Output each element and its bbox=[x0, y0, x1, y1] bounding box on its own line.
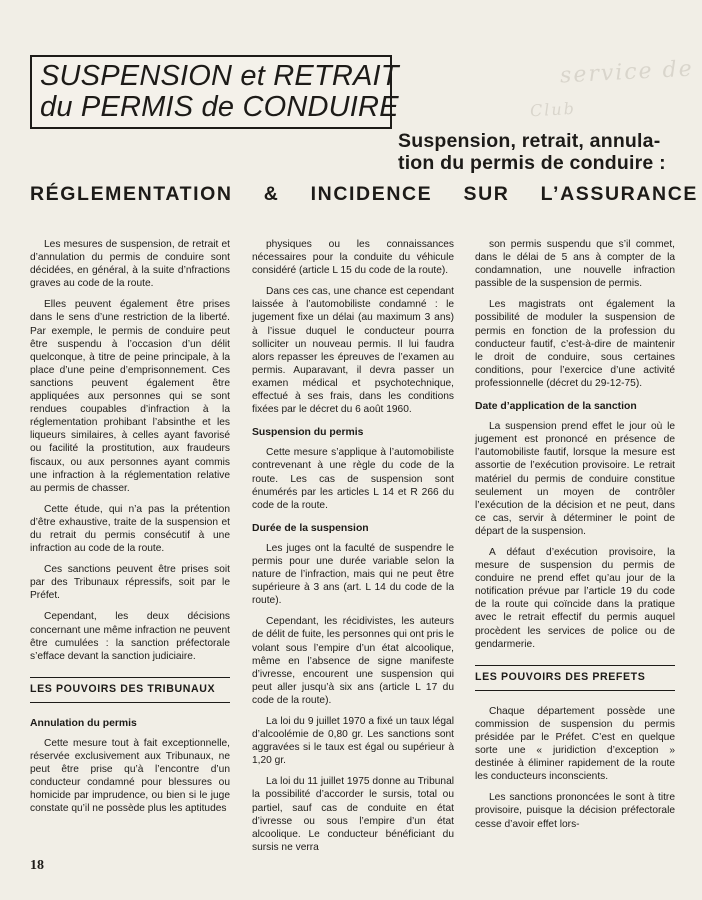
article-title-box bbox=[30, 55, 399, 129]
paragraph: Ces sanctions peuvent être prises soit par des Tribunaux répressifs, soit par le Préfet. bbox=[30, 564, 230, 602]
paragraph: La loi du 11 juillet 1975 donne au Tribunal la possibilité d’accorder le sursis, total ou partiel, sauf cas de conduite en état d’ivresse ou sous l’empire d’un état alcoolique. Le conducteur bénéficiant du sursis ne verra bbox=[252, 776, 454, 853]
headline-word-3: SUR bbox=[463, 183, 510, 205]
article-headline bbox=[30, 183, 698, 206]
subheading-date-application: Date d’application de la sanction bbox=[475, 401, 637, 413]
paragraph: La suspension prend effet le jour où le jugement est prononcé en présence de l’automobiliste fautif, lorsque la mesure est assortie de l’exécution provisoire. Le retrait matériel du permis de conduire constitue seulement un moyen de contrôler l’exécution de la décision et ne peut, dans ce cas, servir à déterminer le point de départ de la suspension. bbox=[475, 421, 675, 537]
subtitle-line1: Suspension, retrait, annula- bbox=[398, 130, 661, 152]
text-column-3 bbox=[475, 238, 675, 839]
paragraph: Les magistrats ont également la possibilité de moduler la suspension de permis en fonction de la profession du conducteur fautif, c’est-à-dire de maintenir le droit de conduire, sous certaines conditions, pour l’exercice d’une activité professionnelle (décret du 29-12-75). bbox=[475, 299, 675, 389]
subheading-duree: Durée de la suspension bbox=[252, 522, 369, 534]
headline-ampersand: & bbox=[263, 183, 280, 205]
article-subtitle bbox=[398, 130, 698, 174]
paragraph: Chaque département possède une commission de suspension du permis présidée par le Préfet. C’est en quelque sorte une « juridiction d’exception » destinée à éliminer rapidement de la route les conducteurs inconscients. bbox=[475, 705, 675, 783]
paragraph: Cette mesure tout à fait exceptionnelle, réservée exclusivement aux Tribunaux, ne peut être prise qu’à l’encontre d’un conducteur condamné pour blessures ou homicide par imprudence, ou bien si le juge constate qu’il ne possède plus les aptitudes bbox=[30, 738, 230, 815]
text-column-1 bbox=[30, 238, 230, 824]
paragraph: A défaut d’exécution provisoire, la mesure de suspension du permis de conduire ne prend effet qu’au jour de la notification prévue par l’article 19 du code de la route qui coïncide dans la pratique avec le retrait effectif du permis auquel procèdent les services de police ou de gendarmerie. bbox=[475, 546, 675, 650]
article-title-line1: SUSPENSION et RETRAIT bbox=[40, 60, 399, 92]
bleed-through-text: service de bbox=[559, 56, 695, 89]
paragraph: Cependant, les récidivistes, les auteurs de délit de fuite, les personnes qui ont pris le volant sous l’empire d’un état alcoolique, même en l’absence de signe manifeste d’ivresse, encourent une suspension qui peut aller jusqu’à six ans (article L 17 du code de la route). bbox=[252, 616, 454, 706]
paragraph: Cette mesure s’applique à l’automobiliste contrevenant à une règle du code de la route. Les cas de suspension sont énumérés par les articles L 14 et R 266 du code de la route. bbox=[252, 447, 454, 511]
headline-word-1: RÉGLEMENTATION bbox=[30, 183, 233, 205]
paragraph: son permis suspendu que s’il commet, dans le délai de 5 ans à compter de la condamnation, une nouvelle infraction passible de la suspension de permis. bbox=[475, 239, 675, 290]
article-title-line2: du PERMIS de CONDUIRE bbox=[40, 91, 399, 123]
paragraph: Cependant, les deux décisions concernant une même infraction ne peuvent être cumulées : la sanction préfectorale s’efface devant la sanction judiciaire. bbox=[30, 611, 230, 662]
section-heading-prefets: LES POUVOIRS DES PREFETS bbox=[475, 665, 675, 691]
section-heading-tribunaux: LES POUVOIRS DES TRIBUNAUX bbox=[30, 677, 230, 703]
subheading-annulation: Annulation du permis bbox=[30, 717, 137, 729]
paragraph: physiques ou les connaissances nécessaires pour la conduite du véhicule considéré (article L 15 du code de la route). bbox=[252, 239, 454, 277]
bleed-through-text-2: Club bbox=[529, 98, 577, 121]
paragraph: Elles peuvent également être prises dans le sens d’une restriction de la liberté. Par exemple, le permis de conduire peut être suspendu à l’occasion d’un délit quelconque, à titre de peine principale, à la place d’une peine d’emprisonnement. Ces sanctions peuvent également être appliquées aux personnes qui se sont rendues coupables d’infraction à la réglementation prohibant l’absinthe et les liqueurs similaires, à celles ayant favorisé ou facilité la prostitution, aux fraudeurs fiscaux, ou aux personnes ayant commis une infraction à la réglementation relative au permis de chasser. bbox=[30, 299, 230, 494]
paragraph: Dans ces cas, une chance est cependant laissée à l’automobiliste condamné : le jugement fixe un délai (au maximum 3 ans) à l’issue duquel le conducteur pourra solliciter un nouveau permis. Il lui faudra alors repasser les épreuves de l’examen au permis. Auparavant, il devra passer un examen médical et psychotechnique, effectué à ses frais, dans les conditions fixées par le décret du 6 août 1960. bbox=[252, 286, 454, 416]
paragraph: Les sanctions prononcées le sont à titre provisoire, puisque la décision préfectorale cesse d’avoir effet lors- bbox=[475, 792, 675, 830]
page-number: 18 bbox=[30, 858, 44, 873]
paragraph: Cette étude, qui n’a pas la prétention d’être exhaustive, traite de la suspension et du retrait du permis consécutif à une infraction au code de la route. bbox=[30, 503, 230, 555]
headline-word-4: L’ASSURANCE bbox=[540, 183, 698, 205]
subtitle-line2: tion du permis de conduire : bbox=[398, 152, 666, 174]
paragraph: La loi du 9 juillet 1970 a fixé un taux légal d’alcoolémie de 0,80 gr. Les sanctions sont aggravées si le taux est égal ou supérieur à 1,20 gr. bbox=[252, 716, 454, 767]
paragraph: Les juges ont la faculté de suspendre le permis pour une durée variable selon la nature de l’infraction, mais qui ne peut être supérieure à 3 ans (art. L 14 du code de la route). bbox=[252, 542, 454, 607]
text-column-2 bbox=[252, 238, 454, 862]
paragraph: Les mesures de suspension, de retrait et d’annulation du permis de conduire sont décidées, en général, à la suite d’nfractions graves au code de la route. bbox=[30, 239, 230, 290]
subheading-suspension: Suspension du permis bbox=[252, 427, 364, 439]
headline-word-2: INCIDENCE bbox=[310, 183, 433, 205]
